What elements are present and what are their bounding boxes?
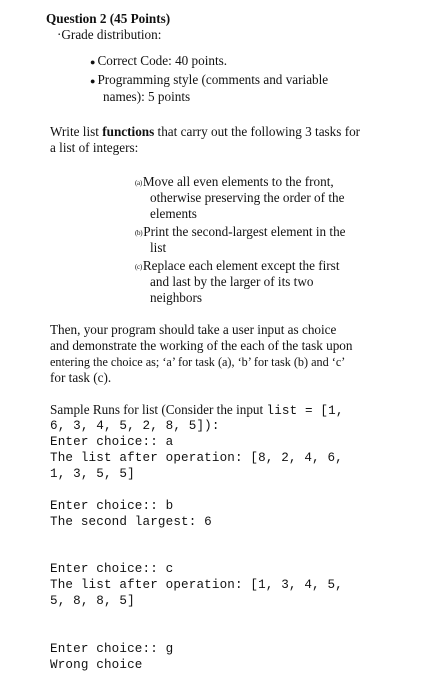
sample-intro-line-2: 6, 3, 4, 5, 2, 8, 5]): — [50, 419, 220, 433]
task-c-line-3: neighbors — [150, 290, 203, 305]
instructions-line-2: a list of integers: — [50, 140, 139, 155]
task-b: (b)Print the second-largest element in the — [135, 224, 346, 239]
question-title: Question 2 (45 Points) — [46, 11, 171, 26]
bullet-icon: ● — [90, 76, 96, 86]
task-a-line-3: elements — [150, 206, 197, 221]
grade-item-correct-code: ● Correct Code: 40 points. — [90, 53, 228, 68]
then-line-3: entering the choice as; ‘a’ for task (a), ‘b’ for task (b) and ‘c’ — [50, 355, 346, 369]
task-c-marker: (c) — [135, 263, 142, 271]
task-c: (c)Replace each element except the first — [135, 258, 340, 273]
task-a-line-2: otherwise preserving the order of the — [150, 190, 345, 205]
bullet-icon: · — [57, 27, 62, 42]
task-a-marker: (a) — [135, 179, 142, 187]
run-g-output: Wrong choice — [50, 658, 143, 672]
run-a-output: The list after operation: [8, 2, 4, 6, — [50, 451, 343, 465]
then-line-4: for task (c). — [50, 370, 112, 385]
run-a-output-cont: 1, 3, 5, 5] — [50, 467, 135, 481]
sample-intro-code: list = [1, — [266, 404, 344, 418]
sample-intro: Sample Runs for list (Consider the input list = [1, — [50, 402, 344, 418]
run-b-output: The second largest: 6 — [50, 515, 212, 529]
grade-item-programming-style: ● Programming style (comments and variable — [90, 72, 329, 87]
then-line-2: and demonstrate the working of the each of the task upon — [50, 338, 353, 353]
run-b-prompt: Enter choice:: b — [50, 499, 174, 513]
run-c-prompt: Enter choice:: c — [50, 562, 174, 576]
task-b-marker: (b) — [135, 229, 143, 237]
grade-distribution-label: ·Grade distribution: — [57, 27, 162, 42]
instructions-line-1: Write list functions that carry out the following 3 tasks for — [50, 124, 361, 139]
task-a: (a)Move all even elements to the front, — [135, 174, 334, 189]
run-c-output: The list after operation: [1, 3, 4, 5, — [50, 578, 343, 592]
run-g-prompt: Enter choice:: g — [50, 642, 174, 656]
task-b-line-2: list — [150, 240, 167, 255]
bullet-icon: ● — [90, 57, 96, 67]
grade-item-programming-style-cont: names): 5 points — [103, 89, 191, 104]
run-a-prompt: Enter choice:: a — [50, 435, 174, 449]
task-c-line-2: and last by the larger of its two — [150, 274, 314, 289]
then-line-1: Then, your program should take a user input as choice — [50, 322, 337, 337]
run-c-output-cont: 5, 8, 8, 5] — [50, 594, 135, 608]
